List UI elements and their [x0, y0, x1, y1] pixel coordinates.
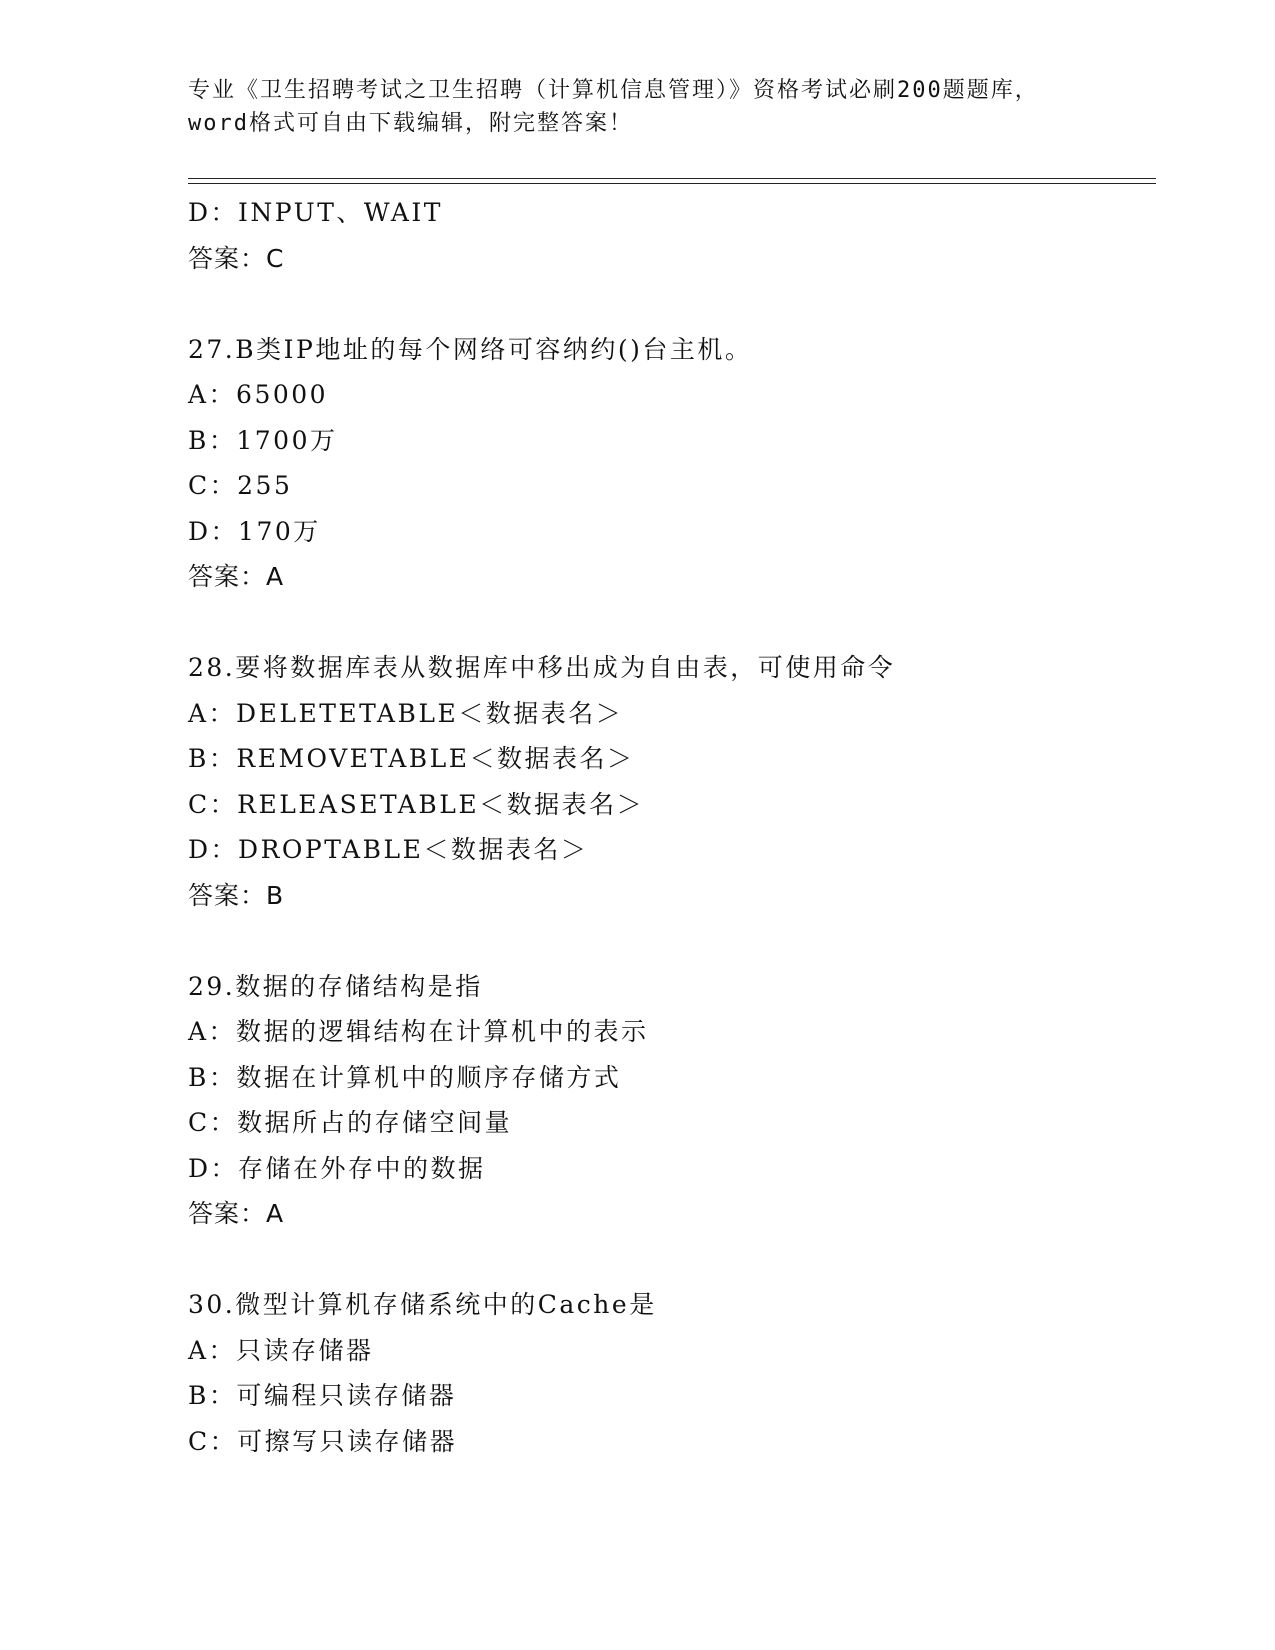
option-text: B：REMOVETABLE＜数据表名＞ [188, 744, 635, 773]
header-divider-top [188, 178, 1156, 179]
spacer [188, 1237, 1156, 1283]
option-text: B：可编程只读存储器 [188, 1381, 457, 1410]
option-text: D：DROPTABLE＜数据表名＞ [188, 835, 589, 864]
header-line-2: word格式可自由下载编辑，附完整答案！ [188, 111, 633, 136]
header-divider-bottom [188, 183, 1156, 184]
option-text: D：INPUT、WAIT [188, 198, 443, 227]
option-text: C：数据所占的存储空间量 [188, 1108, 513, 1137]
question-text: 30.微型计算机存储系统中的Cache是 [188, 1290, 657, 1319]
question-list [188, 190, 1156, 1464]
option-text: D：170万 [188, 516, 321, 546]
option-text: A：65000 [188, 380, 329, 409]
answer-text: 答案：A [188, 562, 285, 591]
option-text: C：255 [188, 471, 293, 500]
answer-text: 答案：B [188, 880, 285, 910]
option-text: B：数据在计算机中的顺序存储方式 [188, 1062, 622, 1092]
answer-text: 答案：C [188, 243, 285, 273]
header-line-1: 专业《卫生招聘考试之卫生招聘（计算机信息管理）》资格考试必刷200题题库， [188, 78, 1039, 103]
answer-text: 答案：A [188, 1199, 285, 1228]
option-text: B：1700万 [188, 425, 338, 455]
spacer [188, 281, 1156, 327]
option-text: C：RELEASETABLE＜数据表名＞ [188, 789, 645, 819]
question-text: 29.数据的存储结构是指 [188, 971, 483, 1001]
option-text: A：DELETETABLE＜数据表名＞ [188, 698, 624, 728]
option-text: D：存储在外存中的数据 [188, 1153, 486, 1183]
question-text: 27.B类IP地址的每个网络可容纳约()台主机。 [188, 334, 753, 364]
question-text: 28.要将数据库表从数据库中移出成为自由表，可使用命令 [188, 653, 896, 682]
option-text: C：可擦写只读存储器 [188, 1426, 458, 1456]
spacer [188, 918, 1156, 964]
document-header [188, 74, 1088, 140]
spacer [188, 600, 1156, 646]
option-text: A：数据的逻辑结构在计算机中的表示 [188, 1017, 649, 1046]
option-text: A：只读存储器 [188, 1335, 374, 1365]
